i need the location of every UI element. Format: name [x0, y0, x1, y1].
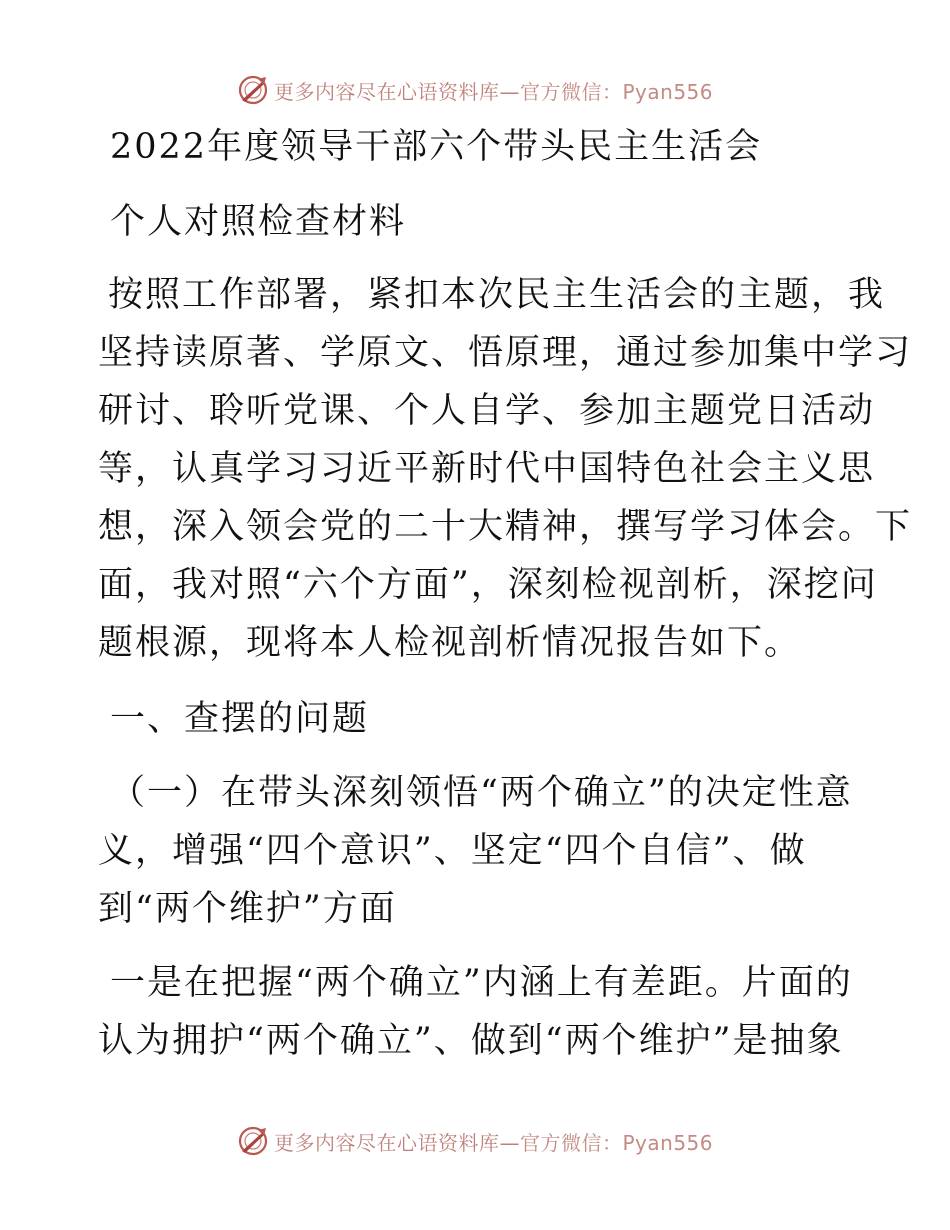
subsection1-line-3: 到“两个维护”方面 — [98, 889, 397, 929]
pen-emblem-icon — [236, 1124, 270, 1158]
section1-heading: 一、查摆的问题 — [110, 699, 370, 739]
intro-line-5: 想，深入领会党的二十大精神，撰写学习体会。下 — [98, 507, 913, 547]
intro-line-6: 面，我对照“六个方面”，深刻检视剖析，深挖问 — [98, 565, 878, 605]
banner-site-text: 更多内容尽在心语资料库— — [274, 1130, 520, 1155]
document-title-line2: 个人对照检查材料 — [110, 202, 407, 242]
banner-wechat-text: 官方微信：Pyan556 — [520, 79, 714, 104]
point1-line-2: 认为拥护“两个确立”、做到“两个维护”是抽象 — [98, 1021, 844, 1061]
subsection1-line-2: 义，增强“四个意识”、坚定“四个自信”、做 — [98, 831, 807, 871]
banner-text — [274, 76, 713, 105]
document-title-line1: 2022年度领导干部六个带头民主生活会 — [110, 127, 763, 167]
point1-line-1: 一是在把握“两个确立”内涵上有差距。片面的 — [110, 963, 853, 1003]
header-banner — [236, 73, 713, 107]
banner-wechat-text: 官方微信：Pyan556 — [520, 1130, 714, 1155]
intro-line-1: 按照工作部署，紧扣本次民主生活会的主题，我 — [108, 275, 886, 315]
intro-line-7: 题根源，现将本人检视剖析情况报告如下。 — [98, 623, 802, 663]
footer-banner — [236, 1124, 713, 1158]
pen-emblem-icon — [236, 73, 270, 107]
intro-line-3: 研讨、聆听党课、个人自学、参加主题党日活动 — [98, 391, 876, 431]
subsection1-line-1: （一）在带头深刻领悟“两个确立”的决定性意 — [110, 773, 853, 813]
banner-text — [274, 1127, 713, 1156]
intro-line-2: 坚持读原著、学原文、悟原理，通过参加集中学习 — [98, 333, 913, 373]
banner-site-text: 更多内容尽在心语资料库— — [274, 79, 520, 104]
intro-line-4: 等，认真学习习近平新时代中国特色社会主义思 — [98, 449, 876, 489]
